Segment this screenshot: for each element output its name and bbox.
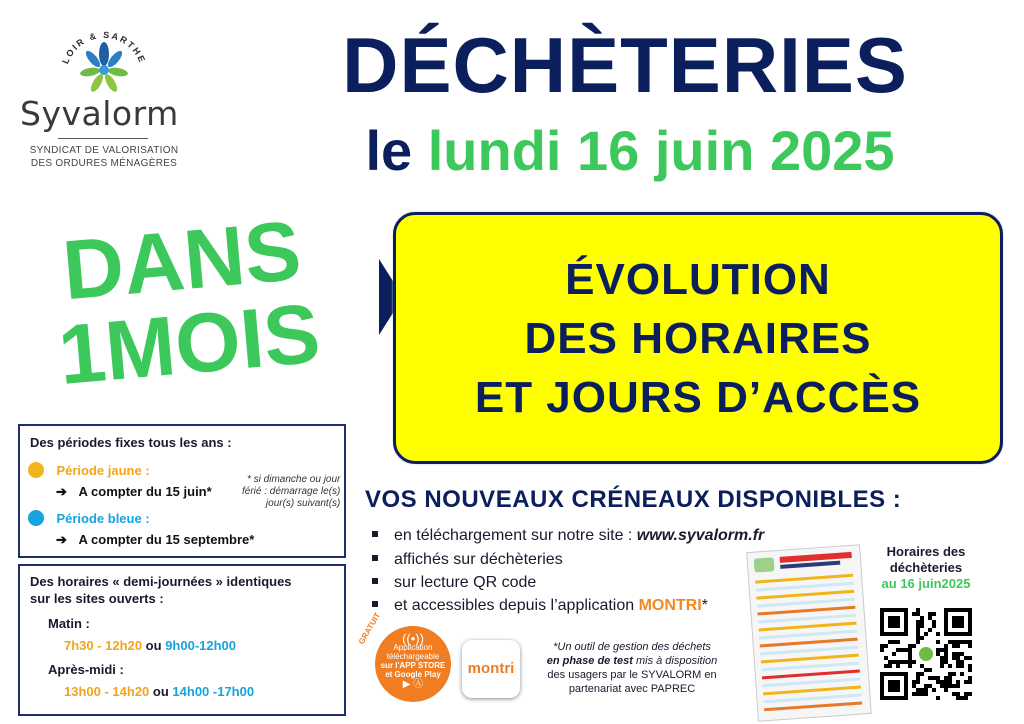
- banner-line1: ÉVOLUTION: [565, 254, 831, 304]
- aprem-b: 14h00 -17h00: [172, 684, 255, 699]
- countdown-line1: DANS: [59, 202, 305, 318]
- aprem-or: ou: [152, 684, 169, 699]
- matin-hours: [64, 638, 236, 653]
- flyer-thumbnail-image: [746, 544, 872, 722]
- creneaux-title: VOS NOUVEAUX CRÉNEAUX DISPONIBLES :: [365, 486, 902, 513]
- aprem-label: Après-midi :: [48, 662, 124, 677]
- periode-jaune-label: Période jaune :: [56, 463, 150, 478]
- montri-name: MONTRI: [638, 597, 702, 614]
- logo-brand: Syvalorm: [20, 94, 179, 133]
- page-title: DÉCHÈTERIES: [342, 21, 908, 109]
- aprem-hours: [64, 684, 254, 699]
- item1-text: en téléchargement sur notre site :: [394, 527, 637, 544]
- countdown-line2: 1MOIS: [54, 285, 324, 403]
- evolution-banner: [385, 212, 1005, 462]
- horaires-box: [18, 564, 346, 716]
- banner-line3: ET JOURS D’ACCÈS: [474, 372, 922, 422]
- periode-jaune-date-row: [56, 484, 212, 500]
- footnote-line2-bold: en phase de test: [546, 655, 633, 667]
- yellow-dot-icon: [28, 462, 44, 478]
- date-prefix: le: [365, 119, 413, 182]
- periode-jaune: [28, 462, 150, 480]
- note-line2: férié : démarrage le(s): [242, 486, 341, 497]
- bullet-icon: [372, 531, 378, 537]
- badge-line2: téléchargeable: [386, 652, 440, 661]
- note-line1: * si dimanche ou jour: [246, 474, 341, 485]
- qr-caption-line2: déchèteries: [889, 560, 963, 575]
- matin-a: 7h30 - 12h20: [64, 638, 143, 653]
- flower-icon: [18, 28, 193, 98]
- periode-jaune-date: A compter du 15 juin*: [78, 484, 212, 499]
- matin-or: ou: [145, 638, 162, 653]
- banner-line2: DES HORAIRES: [524, 313, 872, 363]
- qr-caption: [868, 544, 984, 592]
- item4-star: *: [701, 597, 708, 614]
- horaires-heading-line1: Des horaires « demi-journées » identiques: [30, 574, 292, 589]
- periodes-note: [242, 474, 340, 510]
- creneaux-item-app: [372, 597, 708, 615]
- logo-arc-text: LOIR & SARTHE: [60, 29, 148, 66]
- badge-line4: et Google Play: [385, 670, 441, 679]
- logo-divider: [58, 138, 148, 139]
- creneaux-item-qr: [372, 574, 536, 592]
- arrow-right-icon: ➔: [56, 532, 67, 547]
- footnote-line2-rest: mis à disposition: [632, 655, 718, 667]
- creneaux-item-dechetteries: [372, 551, 563, 569]
- wifi-icon: ((•)): [402, 631, 424, 646]
- qr-caption-line3: au 16 juin2025: [881, 576, 971, 591]
- app-download-badge[interactable]: [375, 626, 451, 702]
- matin-label: Matin :: [48, 616, 90, 631]
- blue-dot-icon: [28, 510, 44, 526]
- horaires-heading-line2: sur les sites ouverts :: [30, 591, 164, 606]
- creneaux-item-website: [372, 527, 764, 545]
- montri-app-logo[interactable]: montri: [462, 640, 520, 698]
- badge-line1: Application: [393, 643, 433, 652]
- bullet-icon: [372, 578, 378, 584]
- banner-box: [393, 212, 1003, 464]
- bullet-icon: [372, 555, 378, 561]
- footnote-line4: partenariat avec PAPREC: [568, 683, 696, 695]
- footnote-line3: des usagers par le SYVALORM en: [547, 669, 717, 681]
- matin-b: 9h00-12h00: [165, 638, 237, 653]
- periodes-heading: Des périodes fixes tous les ans :: [30, 435, 232, 450]
- store-icons: ▶ Ⓐ: [402, 679, 424, 690]
- footnote-line1: *Un outil de gestion des déchets: [553, 641, 711, 653]
- date-text: lundi 16 juin 2025: [427, 119, 895, 182]
- bullet-icon: [372, 601, 378, 607]
- badge-line3: sur l'APP STORE: [380, 661, 446, 670]
- item3-text: sur lecture QR code: [394, 574, 537, 591]
- periode-bleue-date-row: [56, 532, 254, 548]
- periode-bleue-label: Période bleue :: [56, 511, 150, 526]
- logo-subtitle: [24, 144, 184, 170]
- syvalorm-logo: [18, 28, 193, 178]
- aprem-a: 13h00 - 14h20: [64, 684, 150, 699]
- periodes-box: [18, 424, 346, 558]
- footnote: [527, 640, 737, 696]
- item4-text: et accessibles depuis l’application: [394, 597, 639, 614]
- logo-subtitle-line2: DES ORDURES MÉNAGÈRES: [30, 158, 178, 169]
- logo-subtitle-line1: SYNDICAT DE VALORISATION: [29, 145, 179, 156]
- qr-code-image[interactable]: [880, 608, 972, 700]
- arrow-right-icon: ➔: [56, 484, 67, 499]
- countdown-text: [11, 204, 359, 401]
- date-line: [250, 118, 1010, 184]
- note-line3: jour(s) suivant(s): [265, 498, 341, 509]
- item2-text: affichés sur déchèteries: [394, 551, 563, 568]
- gratuit-label: GRATUIT: [356, 611, 383, 646]
- qr-code-graphic: [880, 608, 972, 700]
- periode-bleue-date: A compter du 15 septembre*: [78, 532, 255, 547]
- periode-bleue: [28, 510, 150, 528]
- website-link[interactable]: www.syvalorm.fr: [636, 527, 765, 544]
- qr-caption-line1: Horaires des: [886, 544, 966, 559]
